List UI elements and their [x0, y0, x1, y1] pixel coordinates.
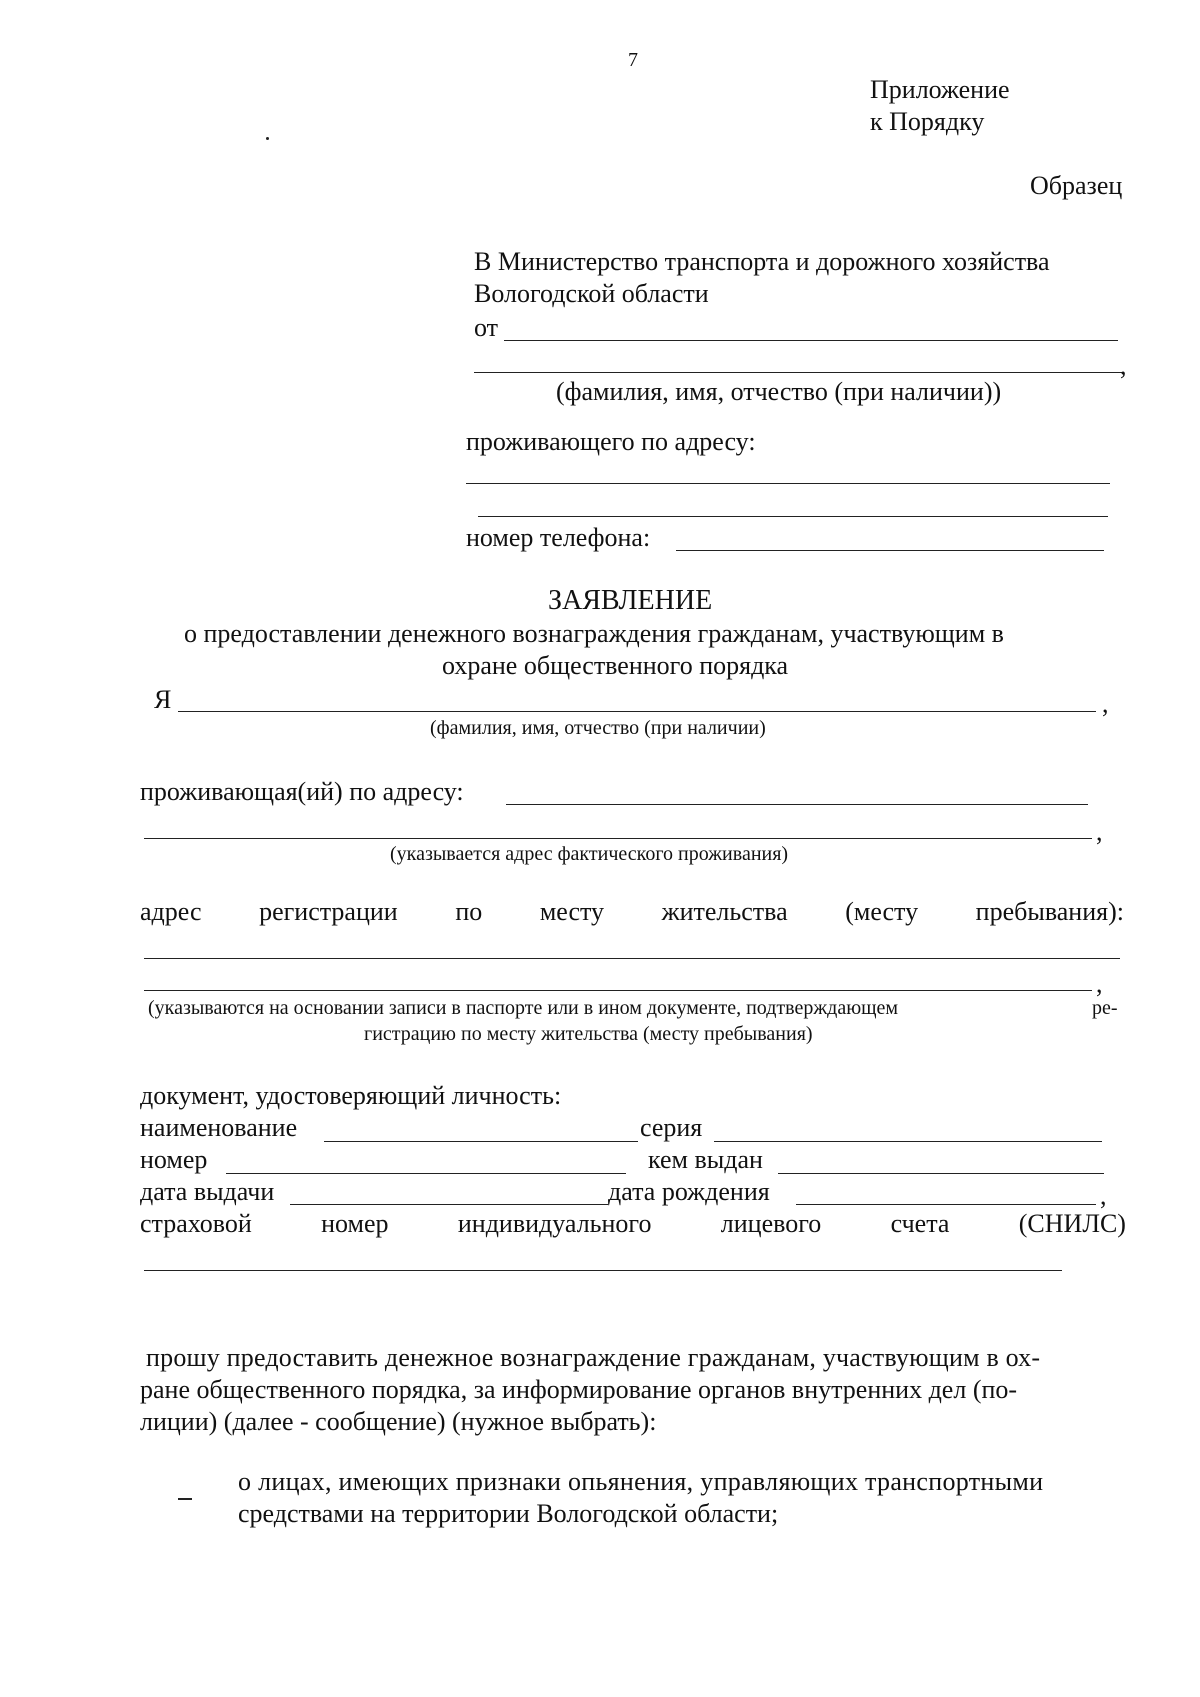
document-name-line[interactable]	[324, 1141, 638, 1142]
sample-label: Образец	[1030, 171, 1123, 200]
comma: ,	[1102, 689, 1109, 718]
addressee-fio-hint: (фамилия, имя, отчество (при наличии))	[556, 377, 1002, 406]
request-line-1: прошу предоставить денежное вознаграждение гражданам, участвующим в ох-	[146, 1343, 1041, 1372]
word: (месту	[845, 897, 919, 926]
registration-address-line-2[interactable]	[144, 990, 1092, 991]
comma: ,	[1120, 351, 1127, 380]
applicant-fio-hint: (фамилия, имя, отчество (при наличии)	[430, 717, 766, 739]
addressee-line-2: Вологодской области	[474, 279, 709, 308]
option-1-line-1: о лицах, имеющих признаки опьянения, управляющих транспортными	[238, 1467, 1044, 1496]
comma: ,	[1100, 1181, 1107, 1210]
snils-row	[140, 1208, 1126, 1240]
option-bullet-dash[interactable]	[178, 1498, 192, 1500]
comma: ,	[1096, 817, 1103, 846]
document-number-line[interactable]	[226, 1173, 626, 1174]
word: регистрации	[259, 897, 398, 926]
statement-subtitle-2: охране общественного порядка	[442, 651, 789, 680]
from-label: от	[474, 313, 499, 342]
applicant-address-line-2[interactable]	[144, 838, 1092, 839]
applicant-fio-line[interactable]	[178, 711, 1096, 712]
word: пребывания):	[975, 897, 1124, 926]
word: номер	[321, 1209, 389, 1238]
registration-hint-2: гистрацию по месту жительства (месту пребывания)	[364, 1023, 813, 1045]
word: (СНИЛС)	[1018, 1209, 1126, 1238]
document-issue-date-line[interactable]	[290, 1204, 608, 1205]
registration-address-row	[140, 896, 1124, 928]
option-1-line-2: средствами на территории Вологодской области;	[238, 1499, 779, 1528]
word: страховой	[140, 1209, 252, 1238]
word: месту	[539, 897, 605, 926]
phone-field-line[interactable]	[676, 550, 1104, 551]
document-birth-date-label: дата рождения	[608, 1177, 770, 1206]
word: по	[455, 897, 483, 926]
registration-hint-1-tail: ре-	[1092, 997, 1118, 1019]
document-issued-by-label: кем выдан	[648, 1145, 763, 1174]
addressee-address-line-2[interactable]	[478, 516, 1108, 517]
registration-hint-1: (указываются на основании записи в паспорте или в ином документе, подтверждающем	[148, 997, 899, 1019]
document-number-label: номер	[140, 1145, 208, 1174]
page-number: 7	[628, 49, 638, 71]
word: жительства	[661, 897, 788, 926]
statement-subtitle-1: о предоставлении денежного вознаграждения гражданам, участвующим в	[184, 619, 1004, 648]
comma: ,	[1096, 969, 1103, 998]
phone-label: номер телефона:	[466, 523, 651, 552]
appendix-line-2: к Порядку	[870, 107, 985, 136]
word: адрес	[140, 897, 202, 926]
word: индивидуального	[457, 1209, 652, 1238]
appendix-line-1: Приложение	[870, 75, 1010, 104]
statement-title: ЗАЯВЛЕНИЕ	[548, 585, 713, 616]
request-line-3: лиции) (далее - сообщение) (нужное выбрать):	[140, 1407, 657, 1436]
document-issued-by-line[interactable]	[778, 1173, 1104, 1174]
applicant-address-label: проживающая(ий) по адресу:	[140, 777, 464, 806]
document-birth-date-line[interactable]	[796, 1204, 1096, 1205]
document-series-label: серия	[640, 1113, 703, 1142]
i-label: Я	[154, 685, 172, 714]
snils-line[interactable]	[144, 1270, 1062, 1271]
addressee-address-line-1[interactable]	[466, 483, 1110, 484]
word: счета	[890, 1209, 950, 1238]
document-issue-date-label: дата выдачи	[140, 1177, 275, 1206]
request-line-2: ране общественного порядка, за информирование органов внутренних дел (по-	[140, 1375, 1018, 1404]
document-heading: документ, удостоверяющий личность:	[140, 1081, 562, 1110]
addressee-address-label: проживающего по адресу:	[466, 427, 756, 456]
document-series-line[interactable]	[714, 1141, 1102, 1142]
from-field-line[interactable]	[504, 340, 1118, 341]
from-field-line-2[interactable]	[474, 372, 1122, 373]
document-name-label: наименование	[140, 1113, 298, 1142]
applicant-address-line-1[interactable]	[506, 804, 1088, 805]
addressee-line-1: В Министерство транспорта и дорожного хозяйства	[474, 247, 1050, 276]
applicant-address-hint: (указывается адрес фактического проживания)	[390, 843, 789, 865]
registration-address-line-1[interactable]	[144, 958, 1120, 959]
word: лицевого	[720, 1209, 822, 1238]
scan-speck	[266, 137, 269, 140]
